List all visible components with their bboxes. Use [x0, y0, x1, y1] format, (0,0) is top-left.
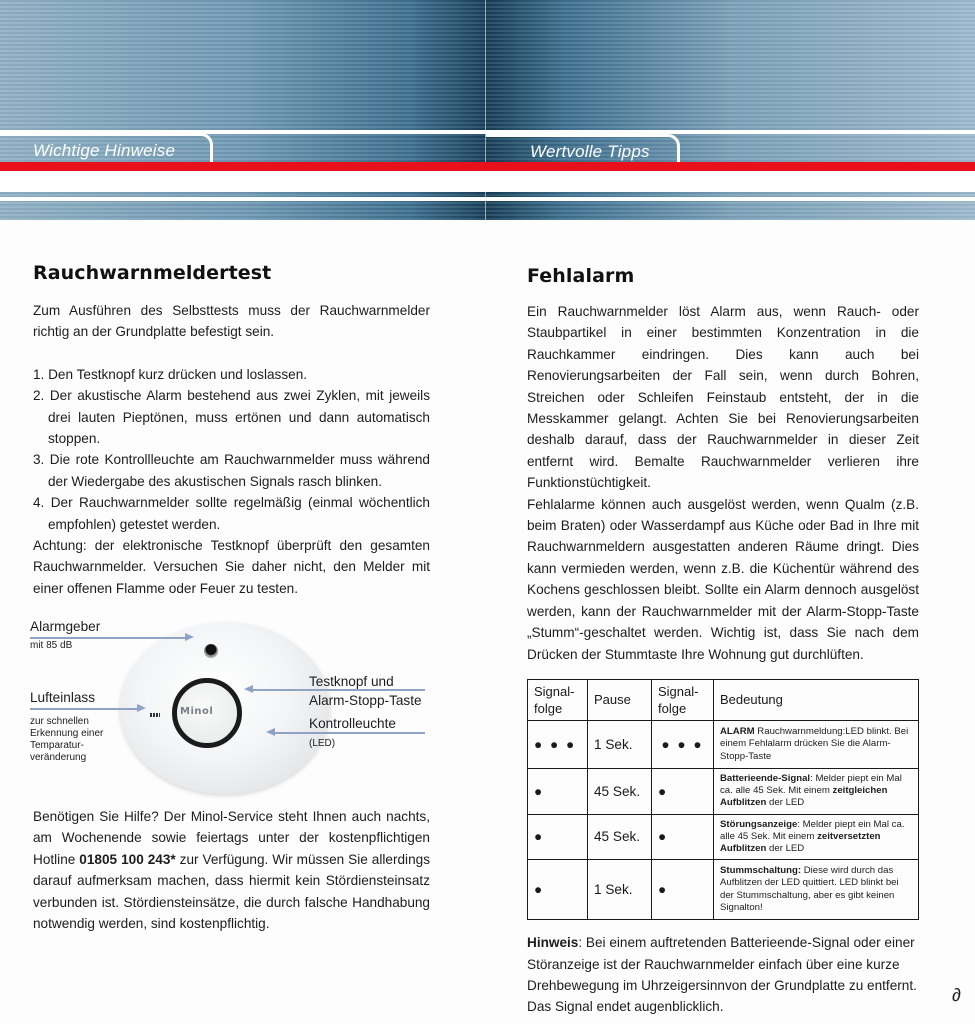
section-title-fehlalarm: Fehlalarm [527, 265, 635, 287]
warning-paragraph: Achtung: der elektronische Testknopf überprüft den gesamten Rauchwarnmelder. Versuchen Sie daher nicht, den Melder mit einer offenen Flamme oder Feuer zu testen. [33, 538, 430, 596]
label-alarmgeber: Alarmgeber [30, 619, 101, 634]
signal-sequence-dots: ● [528, 860, 588, 920]
smoke-detector-figure [30, 612, 430, 798]
test-steps-list [33, 364, 430, 535]
hint-paragraph: Hinweis: Bei einem auftretenden Batterieende-Signal oder einer Störanzeige ist der Rauchwarnmelder einfach über eine kurze Drehbewegung im Uhrzeigersinnvon der Grundplatte zu entfernt. Das Signal endet augenblicklich. [527, 935, 917, 1015]
callout-line-testknopf [253, 689, 425, 691]
arrow-left-icon [266, 728, 275, 736]
meaning-cell: Batterieende-Signal: Melder piept ein Mal ca. alle 45 Sek. Mit einem zeitgleichen Aufblitzen der LED [714, 768, 919, 814]
table-row [528, 720, 919, 768]
alarm-sounder-icon [204, 644, 218, 658]
intro-paragraph: Zum Ausführen des Selbsttests muss der Rauchwarnmelder richtig an der Grundplatte befestigt sein. [33, 303, 430, 340]
left-column [33, 262, 430, 599]
white-band [0, 171, 975, 192]
label-alarmgeber-sub: mit 85 dB [30, 640, 73, 651]
page-corner-mark: ∂ [952, 985, 961, 1005]
led-sequence-dots: ● [652, 768, 714, 814]
fehlalarm-paragraph-2: Fehlalarme können auch ausgelöst werden, wenn Qualm (z.B. beim Braten) oder Wasserdampf aus Küche oder Bad in Ihre mit Rauchwarnmeldern ausgestatten anderen Räume dringt. Dies kann vermieden werden, wenn z.B. die Küchentür während des Kochens geschlossen bleibt. Sollte ein Alarm dennoch ausgelöst werden, kann der Rauchwarnmelder mit der Alarm-Stopp-Taste „Stumm“-geschaltet werden. Wichtig ist, dass Sie nach dem Drücken der Stummtaste Ihre Wohnung gut durchlüften. [527, 496, 919, 662]
help-section [33, 806, 430, 934]
list-item: 2. Der akustische Alarm bestehend aus zwei Zyklen, mit jeweils drei lauten Pieptönen, muss ertönen und dann automatisch stoppen. [33, 388, 430, 447]
column-header-pause: Pause [588, 679, 652, 720]
label-lufteinlass-sub-3: Temparatur- [30, 740, 84, 751]
meaning-cell: Störungsanzeige: Melder piept ein Mal ca. alle 45 Sek. Mit einem zeitversetzten Aufblitzen der LED [714, 814, 919, 860]
label-lufteinlass-sub-1: zur schnellen [30, 716, 89, 727]
callout-line-lufteinlass [30, 708, 137, 710]
meaning-cell: Stummschaltung: Diese wird durch das Aufblitzen der LED quittiert. LED blinkt bei der Stummschaltung, aber es gibt keinen Signalton! [714, 860, 919, 920]
table-row [528, 768, 919, 814]
column-header-signalfolge: Signal-folge [528, 679, 588, 720]
pause-cell: 1 Sek. [588, 720, 652, 768]
signal-table [527, 679, 919, 920]
list-item: 3. Die rote Kontrollleuchte am Rauchwarnmelder muss während der Wiedergabe des akustischen Signals rasch blinken. [33, 452, 430, 489]
table-row [528, 814, 919, 860]
column-header-bedeutung: Bedeutung [714, 679, 919, 720]
pause-cell: 45 Sek. [588, 768, 652, 814]
section-tab-wichtige-hinweise: Wichtige Hinweise [0, 133, 213, 163]
arrow-left-icon [244, 685, 253, 693]
red-accent-band [0, 162, 975, 171]
arrow-right-icon [137, 704, 146, 712]
led-sequence-dots: ● ● ● [652, 720, 714, 768]
led-sequence-dots: ● [652, 860, 714, 920]
label-kontrolleuchte-sub: (LED) [309, 738, 336, 749]
column-header-signalfolge-led: Signal-folge [652, 679, 714, 720]
label-lufteinlass-sub-2: Erkennung einer [30, 728, 104, 739]
arrow-right-icon [185, 633, 194, 641]
signal-sequence-dots: ● [528, 814, 588, 860]
smoke-detector-image [120, 622, 330, 794]
signal-sequence-dots: ● ● ● [528, 720, 588, 768]
table-header-row [528, 679, 919, 720]
label-alarm-stopp-taste: Alarm-Stopp-Taste [309, 693, 422, 708]
list-item: 1. Den Testknopf kurz drücken und loslassen. [33, 366, 308, 382]
hotline-number: 01805 100 243* [79, 851, 176, 867]
table-row [528, 860, 919, 920]
label-lufteinlass-sub-4: veränderung [30, 752, 87, 763]
callout-line-kontrolleuchte [275, 732, 425, 734]
help-paragraph: Benötigen Sie Hilfe? Der Minol-Service steht Ihnen auch nachts, am Wochenende sowie feiertags unter der kostenpflichtigen Hotline 01805 100 243* zur Verfügung. Wir müssen Sie allerdings darauf aufmerksam machen, dass hiermit kein Stördiensteinsatz verbunden ist. Stördiensteinsätze, die durch falsche Handhabung notwendig werden, sind kostenpflichtig. [33, 809, 430, 932]
meaning-cell: ALARM Rauchwarnmeldung:LED blinkt. Bei einem Fehlalarm drücken Sie die Alarm-Stopp-Taste [714, 720, 919, 768]
label-testknopf: Testknopf und [309, 674, 394, 689]
label-lufteinlass: Lufteinlass [30, 690, 95, 705]
section-title-rauchwarnmeldertest: Rauchwarnmeldertest [33, 262, 272, 284]
list-item: 4. Der Rauchwarnmelder sollte regelmäßig (einmal wöchentlich empfohlen) getestet werden. [33, 495, 430, 532]
air-inlet-icon [150, 713, 160, 717]
header-banner [0, 0, 975, 220]
header-lower-line [0, 197, 975, 201]
hint-label: Hinweis [527, 935, 579, 951]
callout-line-alarmgeber [30, 637, 185, 639]
fehlalarm-paragraph-1: Ein Rauchwarnmelder löst Alarm aus, wenn Rauch- oder Staubpartikel in einer bestimmten Konzentration in die Rauchkammer eindringen. Dies kann auch bei Renovierungsarbeiten der Fall sein, wenn durch Bohren, Streichen oder Schleifen Feinstaub entsteht, der in die Messkammer gelangt. Achten Sie bei Renovierungsarbeiten deshalb darauf, dass der Rauchwarnmelder in dieser Zeit entfernt wird. Bemalte Rauchwarnmelder verlieren ihre Funktionstüchtigkeit. [527, 304, 919, 491]
section-tab-wertvolle-tipps: Wertvolle Tipps [486, 134, 680, 164]
signal-sequence-dots: ● [528, 768, 588, 814]
brand-logo: Minol [180, 706, 214, 717]
pause-cell: 1 Sek. [588, 860, 652, 920]
pause-cell: 45 Sek. [588, 814, 652, 860]
right-column [527, 265, 919, 1018]
label-kontrolleuchte: Kontrolleuchte [309, 716, 396, 731]
led-sequence-dots: ● [652, 814, 714, 860]
